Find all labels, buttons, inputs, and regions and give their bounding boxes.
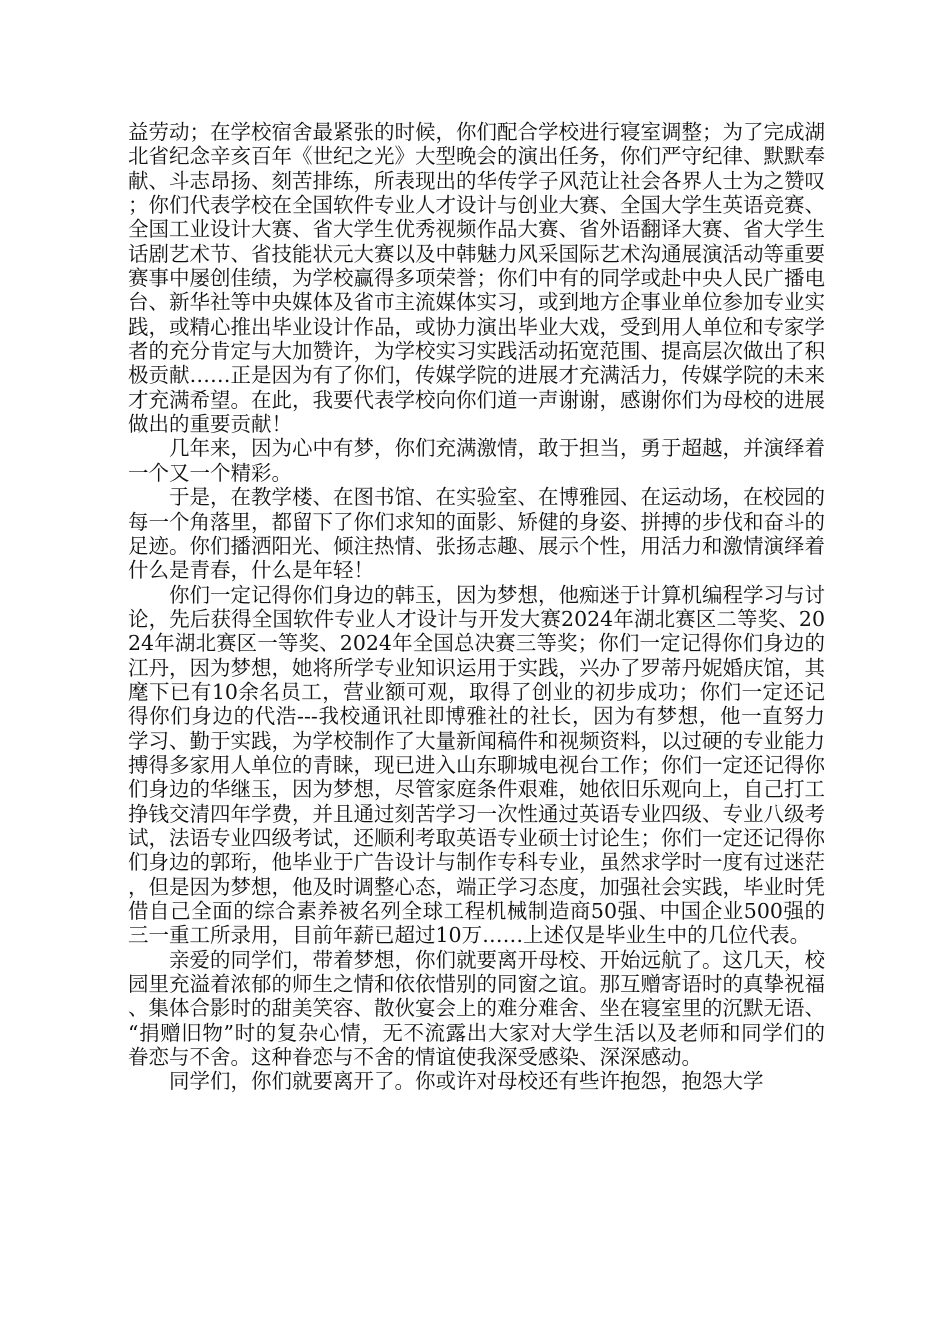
document-body bbox=[128, 120, 825, 1094]
paragraph-continued: 益劳动；在学校宿舍最紧张的时候，你们配合学校进行寝室调整；为了完成湖北省纪念辛亥百年《世纪之光》大型晚会的演出任务，你们严守纪律、默默奉献、斗志昂扬、刻苦排练，所表现出的华传学子风范让社会各界人士为之赞叹；你们代表学校在全国软件专业人才设计与创业大赛、全国大学生英语竞赛、全国工业设计大赛、省大学生优秀视频作品大赛、省外语翻译大赛、省大学生话剧艺术节、省技能状元大赛以及中韩魅力风采国际艺术沟通展演活动等重要赛事中屡创佳绩，为学校赢得多项荣誉；你们中有的同学或赴中央人民广播电台、新华社等中央媒体及省市主流媒体实习，或到地方企事业单位参加专业实践，或精心推出毕业设计作品，或协力演出毕业大戏，受到用人单位和专家学者的充分肯定与大加赞许，为学校实习实践活动拓宽范围、提高层次做出了积极贡献……正是因为有了你们，传媒学院的进展才充满活力，传媒学院的未来才充满希望。在此，我要代表学校向你们道一声谢谢，感谢你们为母校的进展做出的重要贡献！ bbox=[128, 120, 825, 437]
paragraph-leaving: 同学们，你们就要离开了。你或许对母校还有些许抱怨，抱怨大学 bbox=[169, 1069, 764, 1094]
paragraph-dreams-intro: 几年来，因为心中有梦，你们充满激情，敢于担当，勇于超越，并演绎着一个又一个精彩。 bbox=[128, 436, 825, 485]
paragraph-student-examples: 你们一定记得你们身边的韩玉，因为梦想，他痴迷于计算机编程学习与讨论，先后获得全国软件专业人才设计与开发大赛2024年湖北赛区二等奖、2024年湖北赛区一等奖、2024年全国总决赛三等奖；你们一定记得你们身边的江丹，因为梦想，她将所学专业知识运用于实践，兴办了罗蒂丹妮婚庆馆，其麾下已有10余名员工，营业额可观，取得了创业的初步成功；你们一定还记得你们身边的代浩---我校通讯社即博雅社的社长，因为有梦想，他一直努力学习、勤于实践，为学校制作了大量新闻稿件和视频资料，以过硬的专业能力搏得多家用人单位的青睐，现已进入山东聊城电视台工作；你们一定还记得你们身边的华继玉，因为梦想，尽管家庭条件艰难，她依旧乐观向上，自己打工挣钱交清四年学费，并且通过刻苦学习一次性通过英语专业四级、专业八级考试，法语专业四级考试，还顺利考取英语专业硕士讨论生；你们一定还记得你们身边的郭珩，他毕业于广告设计与制作专科专业，虽然求学时一度有过迷茫，但是因为梦想，他及时调整心态，端正学习态度，加强社会实践，毕业时凭借自己全面的综合素养被名列全球工程机械制造商50强、中国企业500强的三一重工所录用，目前年薪已超过10万……上述仅是毕业生中的几位代表。 bbox=[128, 582, 825, 948]
paragraph-campus-footprints: 于是，在教学楼、在图书馆、在实验室、在博雅园、在运动场，在校园的每一个角落里，都留下了你们求知的面影、矫健的身姿、拼搏的步伐和奋斗的足迹。你们播洒阳光、倾注热情、张扬志趣、展示个性，用活力和激情演绎着什么是青春，什么是年轻！ bbox=[128, 485, 825, 583]
paragraph-farewell: 亲爱的同学们，带着梦想，你们就要离开母校、开始远航了。这几天，校园里充溢着浓郁的师生之情和依依惜别的同窗之谊。那互赠寄语时的真挚祝福、集体合影时的甜美笑容、散伙宴会上的难分难舍、坐在寝室里的沉默无语、“捐赠旧物”时的复杂心情，无不流露出大家对大学生活以及老师和同学们的眷恋与不舍。这种眷恋与不舍的情谊使我深受感染、深深感动。 bbox=[128, 947, 825, 1070]
